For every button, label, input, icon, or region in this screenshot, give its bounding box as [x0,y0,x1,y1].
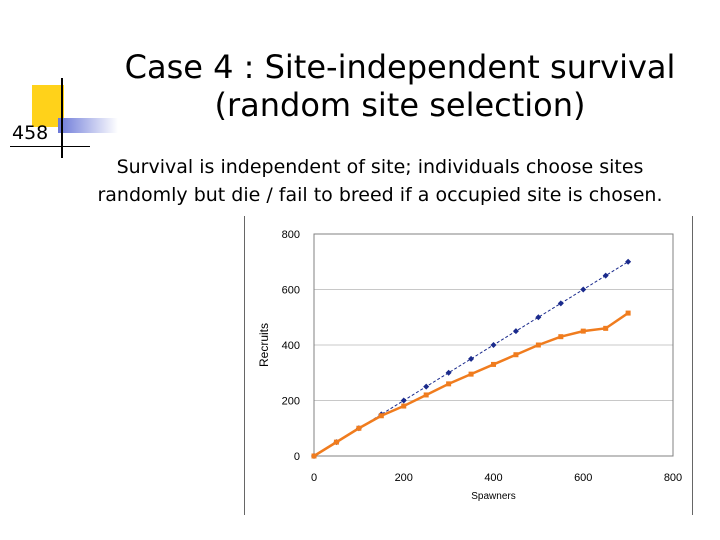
series-1-point [558,300,564,306]
series-1-point [491,342,497,348]
y-tick-label: 600 [281,284,300,297]
series-layer [311,259,631,459]
y-tick-label: 800 [281,229,300,241]
series-2-point [312,454,317,459]
series-2-point [626,311,631,316]
spawner-recruit-chart [244,216,693,515]
subtitle-line-1: Survival is independent of site; individuals choose sites [116,156,644,178]
series-2-point [401,404,406,409]
series-2-point [581,329,586,334]
grid-layer [314,234,673,401]
series-1-point [513,328,519,334]
title-line-1: Case 4 : Site-independent survival [124,48,676,86]
series-2-point [558,334,563,339]
series-2-point [603,326,608,331]
y-axis-label: Recruits [257,322,271,368]
tick-layer [282,229,683,484]
x-tick-label: 0 [310,472,318,484]
series-1-point [446,370,452,376]
x-tick-label: 600 [574,472,593,484]
series-2-point [469,372,474,377]
series-1-point [603,273,609,279]
y-tick-label: 400 [281,340,300,352]
series-1-point [535,314,541,320]
subtitle-line-2: randomly but die / fail to breed if a occupied site is chosen. [97,184,663,206]
y-tick-label: 0 [293,451,300,463]
series-1-point [423,384,429,390]
series-2-point [513,352,518,357]
series-2-point [491,362,496,367]
series-2-line [314,313,628,456]
slide-subtitle [40,153,720,209]
title-line-2: (random site selection) [214,86,586,124]
series-1-point [580,287,586,293]
series-2-point [446,381,451,386]
series-2-point [379,413,384,418]
x-axis-label: Spawners [471,491,516,502]
decor-horizontal-line [10,146,90,147]
x-tick-label: 200 [394,472,413,484]
y-tick-label: 200 [281,395,300,408]
x-tick-label: 800 [663,472,683,484]
series-2-point [356,426,361,431]
series-2-point [536,343,541,348]
series-2-point [424,392,429,397]
series-1-point [401,398,407,404]
slide-number: 458 [12,122,49,144]
x-tick-label: 400 [484,472,503,484]
series-1-point [468,356,474,362]
series-2-point [334,440,339,445]
series-1-point [625,259,631,265]
slide-title [100,48,700,124]
